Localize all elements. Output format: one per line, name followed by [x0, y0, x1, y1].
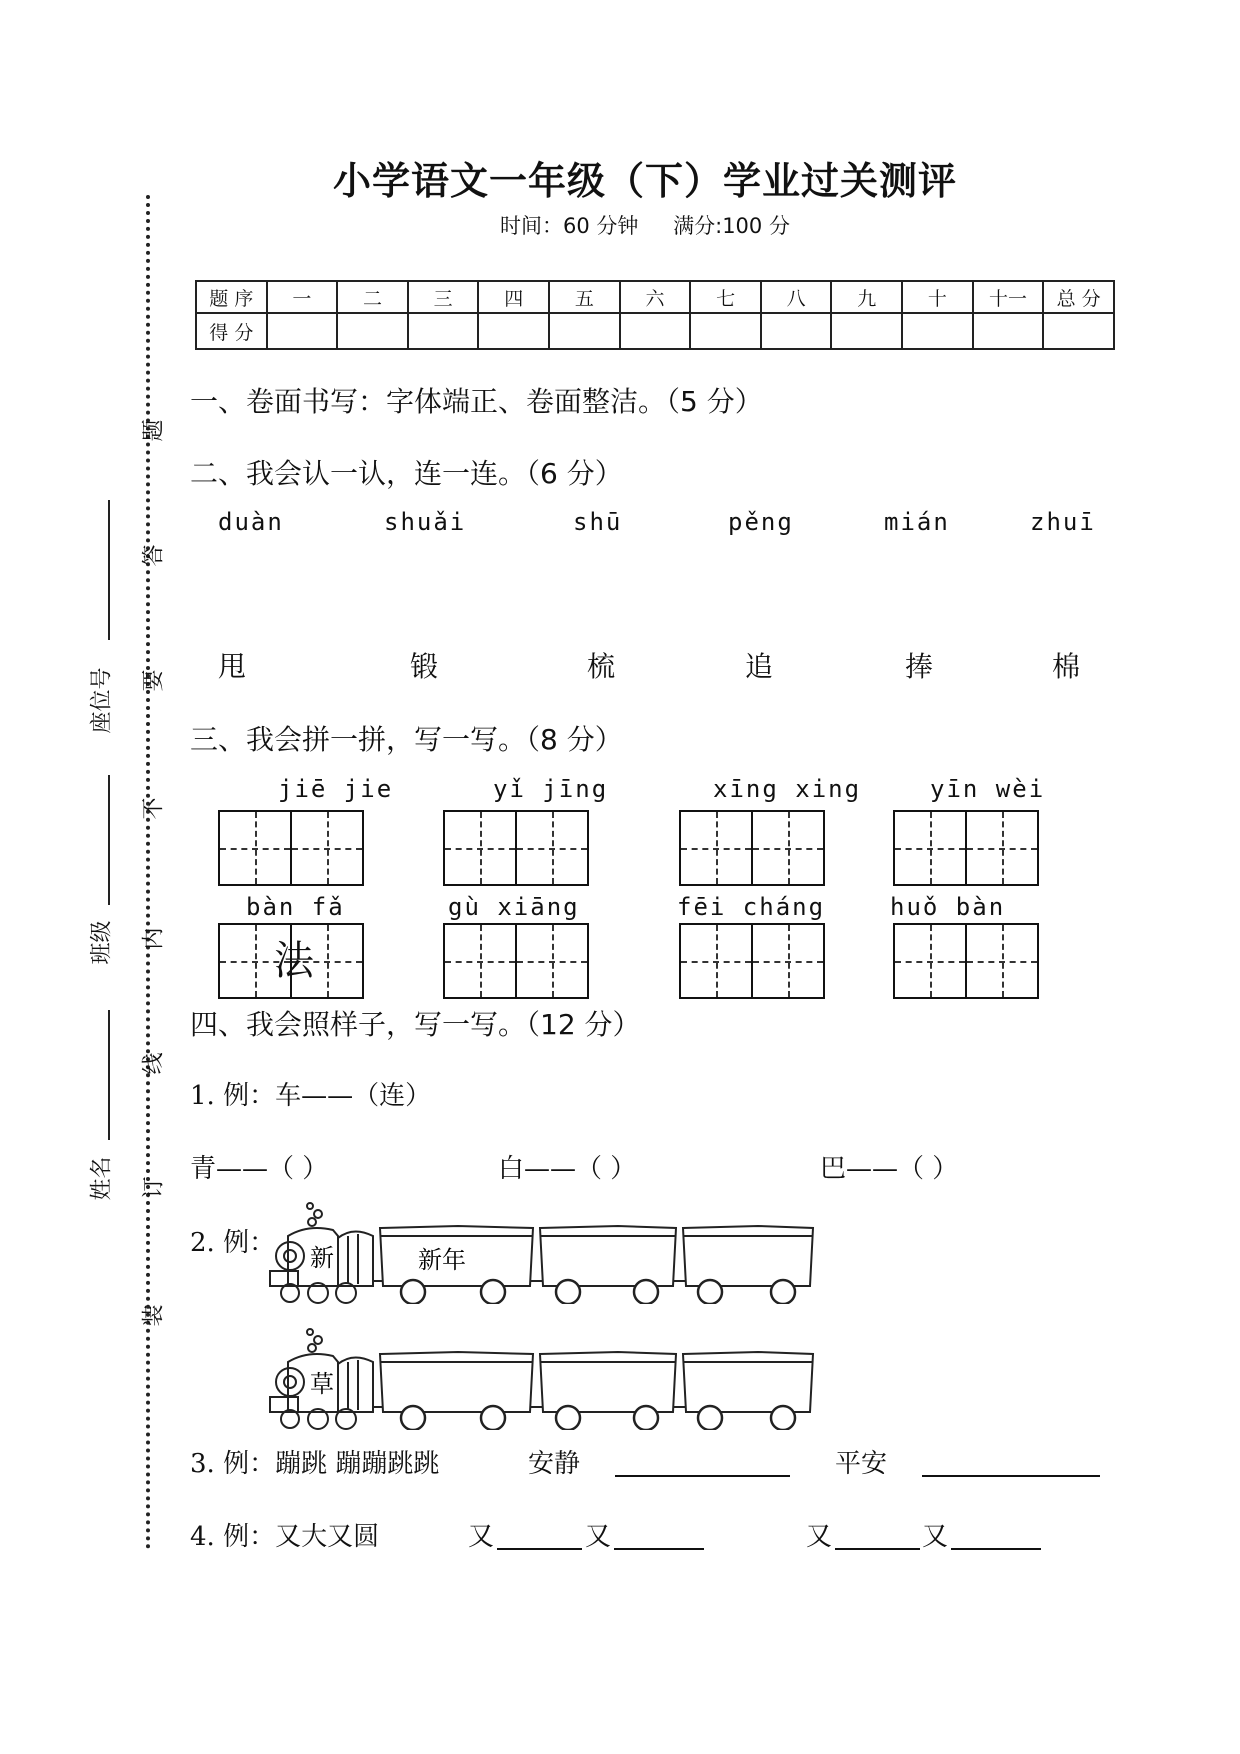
score-header-cell: 一 [267, 281, 338, 313]
q4-example: 4. 例：又大又圆 [190, 1522, 380, 1552]
q3-word-2: 平安 [835, 1449, 888, 1479]
score-header-cell: 七 [690, 281, 761, 313]
score-header-cell: 八 [761, 281, 832, 313]
binding-char-nei: 内 [141, 927, 167, 950]
tianzige-cell[interactable] [681, 925, 753, 997]
section-1-title: 一、卷面书写：字体端正、卷面整洁。（5 分） [190, 385, 763, 418]
tianzige-box[interactable] [893, 923, 1039, 999]
match-char[interactable]: 追 [745, 650, 774, 683]
tianzige-cell[interactable] [292, 812, 362, 884]
time-label: 时间：60 分钟 [500, 214, 639, 238]
section-4-title: 四、我会照样子，写一写。（12 分） [190, 1008, 641, 1041]
write-pinyin: yǐ jīng [493, 775, 609, 803]
tianzige-box[interactable] [893, 810, 1039, 886]
q3-blank-1[interactable] [615, 1475, 790, 1477]
score-header-cell: 九 [831, 281, 902, 313]
seat-line[interactable] [108, 500, 110, 640]
tianzige-cell[interactable] [967, 925, 1037, 997]
pinyin-item: pěng [728, 508, 794, 536]
pinyin-item: zhuī [1030, 508, 1096, 536]
score-cell[interactable] [478, 313, 549, 349]
tianzige-cell[interactable] [445, 812, 517, 884]
tianzige-cell[interactable] [681, 812, 753, 884]
q4-you: 又 [806, 1522, 833, 1552]
score-cell[interactable] [267, 313, 338, 349]
q1-item[interactable]: 白——（ ） [498, 1154, 637, 1184]
score-table-score-row [196, 313, 1114, 349]
score-table-header-row [196, 281, 1114, 313]
binding-dotted-line [146, 195, 150, 1550]
score-row-label: 得 分 [196, 313, 267, 349]
pinyin-item: shū [573, 508, 623, 536]
write-pinyin: gù xiāng [448, 893, 580, 921]
name-label: 姓名 [89, 1156, 115, 1201]
write-pinyin: jiē jie [278, 775, 394, 803]
score-cell[interactable] [620, 313, 691, 349]
binding-char-ding: 订 [141, 1176, 167, 1199]
sample-char: 法 [274, 938, 314, 984]
train-illustration-2 [268, 1322, 818, 1430]
tianzige-box[interactable] [218, 810, 364, 886]
page-title: 小学语文一年级（下）学业过关测评 [332, 159, 957, 203]
q4-you: 又 [468, 1522, 495, 1552]
pinyin-item: shuǎi [384, 508, 467, 536]
binding-char-yao: 要 [141, 669, 167, 692]
q1-example: 1. 例：车——（连） [190, 1081, 432, 1111]
q4-blank[interactable] [614, 1548, 704, 1550]
tianzige-box[interactable] [443, 810, 589, 886]
write-pinyin: yīn wèi [930, 775, 1046, 803]
write-pinyin: fēi cháng [677, 893, 826, 921]
class-label: 班级 [89, 920, 115, 965]
name-line[interactable] [108, 1010, 110, 1140]
score-header-cell: 六 [620, 281, 691, 313]
train1-car-word: 新年 [418, 1246, 466, 1274]
match-char[interactable]: 锻 [410, 650, 439, 683]
pinyin-item: mián [884, 508, 950, 536]
q4-blank[interactable] [951, 1548, 1041, 1550]
q3-blank-2[interactable] [922, 1475, 1100, 1477]
tianzige-box[interactable] [679, 923, 825, 999]
q3-word-1: 安静 [528, 1449, 581, 1479]
score-header-cell: 四 [478, 281, 549, 313]
q1-item[interactable]: 巴——（ ） [820, 1154, 959, 1184]
match-char[interactable]: 棉 [1052, 650, 1081, 683]
q2-label: 2. 例： [190, 1228, 276, 1258]
train-illustration-1 [268, 1196, 818, 1304]
tianzige-cell[interactable] [895, 812, 967, 884]
write-pinyin: bàn fǎ [246, 893, 345, 921]
tianzige-cell[interactable] [517, 925, 587, 997]
tianzige-cell[interactable] [220, 812, 292, 884]
exam-info [0, 210, 1240, 240]
match-char[interactable]: 甩 [218, 650, 247, 683]
binding-char-ti: 题 [141, 419, 167, 442]
score-cell[interactable] [337, 313, 408, 349]
score-cell[interactable] [408, 313, 479, 349]
score-header-cell: 总 分 [1043, 281, 1114, 313]
write-pinyin: huǒ bàn [890, 893, 1006, 921]
score-cell[interactable] [902, 313, 973, 349]
score-table [195, 280, 1115, 350]
score-cell[interactable] [973, 313, 1044, 349]
score-cell[interactable] [690, 313, 761, 349]
write-pinyin: xīng xing [713, 775, 862, 803]
score-header-cell: 题 序 [196, 281, 267, 313]
tianzige-cell[interactable] [753, 925, 823, 997]
tianzige-box[interactable] [679, 810, 825, 886]
q4-blank[interactable] [835, 1548, 920, 1550]
binding-char-bu: 不 [141, 797, 167, 820]
score-cell[interactable] [831, 313, 902, 349]
tianzige-cell[interactable] [445, 925, 517, 997]
match-char[interactable]: 梳 [587, 650, 616, 683]
tianzige-cell[interactable] [517, 812, 587, 884]
score-cell[interactable] [761, 313, 832, 349]
q4-blank[interactable] [497, 1548, 582, 1550]
q1-item[interactable]: 青——（ ） [190, 1154, 329, 1184]
train1-engine-char: 新 [310, 1244, 334, 1272]
q4-you: 又 [922, 1522, 949, 1552]
binding-char-da: 答 [141, 544, 167, 567]
score-header-cell: 二 [337, 281, 408, 313]
binding-char-xian: 线 [141, 1052, 167, 1075]
score-header-cell: 十 [902, 281, 973, 313]
tianzige-cell[interactable] [967, 812, 1037, 884]
seat-label: 座位号 [89, 667, 115, 734]
tianzige-cell[interactable] [753, 812, 823, 884]
q3-example: 3. 例：蹦跳 蹦蹦跳跳 [190, 1449, 440, 1479]
tianzige-cell[interactable] [895, 925, 967, 997]
train2-engine-char: 草 [310, 1370, 334, 1398]
tianzige-cell[interactable] [274, 925, 362, 997]
binding-char-zhuang: 装 [141, 1304, 167, 1327]
section-2-title: 二、我会认一认，连一连。（6 分） [190, 457, 623, 490]
score-header-cell: 十一 [973, 281, 1044, 313]
match-char[interactable]: 捧 [905, 650, 934, 683]
pinyin-item: duàn [218, 508, 284, 536]
score-header-cell: 五 [549, 281, 620, 313]
tianzige-box[interactable] [218, 923, 364, 999]
score-cell[interactable] [1043, 313, 1114, 349]
class-line[interactable] [108, 775, 110, 905]
q4-you: 又 [585, 1522, 612, 1552]
tianzige-box[interactable] [443, 923, 589, 999]
full-score-label: 满分:100 分 [673, 214, 790, 238]
section-3-title: 三、我会拼一拼，写一写。（8 分） [190, 723, 623, 756]
score-header-cell: 三 [408, 281, 479, 313]
score-cell[interactable] [549, 313, 620, 349]
